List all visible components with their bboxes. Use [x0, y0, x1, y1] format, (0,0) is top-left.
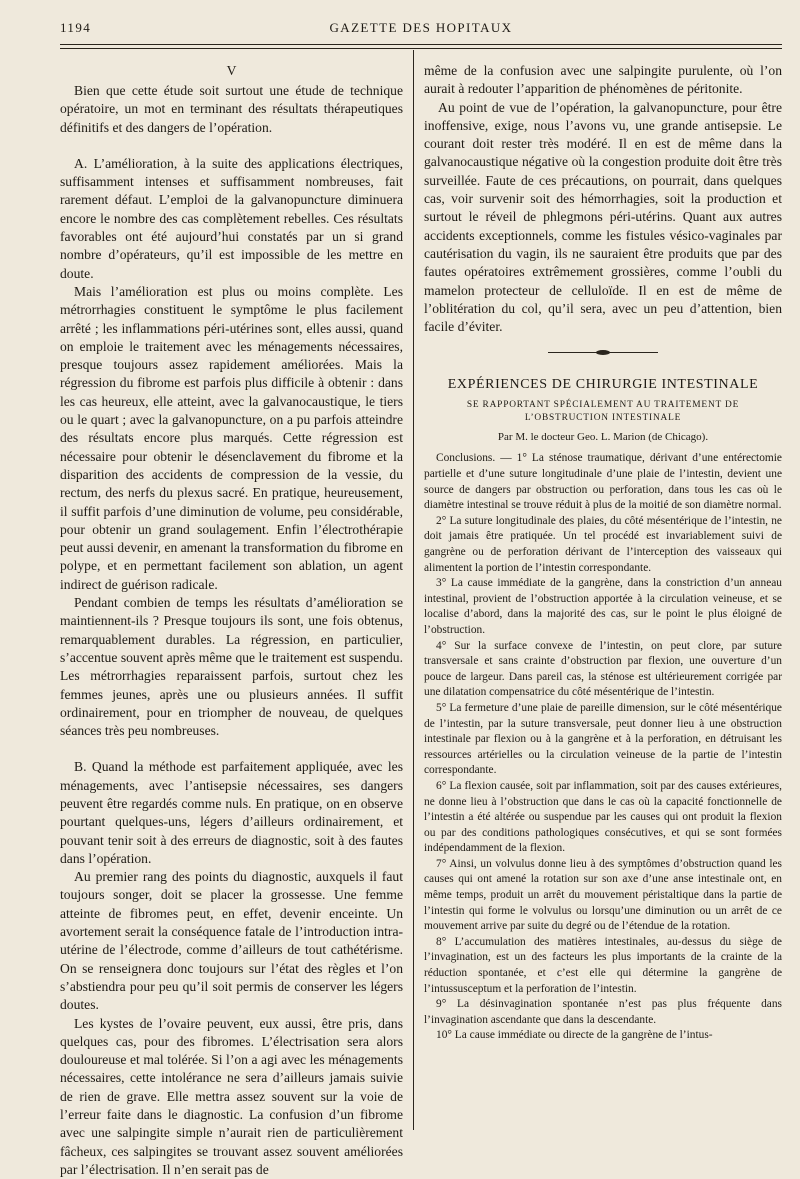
section-heading: V [226, 63, 237, 78]
paragraph: Les kystes de l’ovaire peuvent, eux aussi, être pris, dans quelques cas, pour des fibromes. L’électrisation sera alors douloureuse et mal tolérée. Si l’on a agi avec les ménagements nécessaires, cette intolérance ne sera d’ailleurs jamais suivie de rien de grave. Elle mettra assez souvent sur la voie de l’erreur faite dans le diagnostic. La confusion d’un fibrome avec une salpingite simple n’aurait rien de particulièrement fâcheux, ces salpingites se trouvant assez souvent améliorées par l’électrisation. Il n’en serait pas de [60, 1015, 403, 1177]
article-title: EXPÉRIENCES DE CHIRURGIE INTESTINALE [447, 377, 759, 393]
header-rule-top [60, 44, 782, 45]
article-subtitle: SE RAPPORTANT SPÉCIALEMENT AU TRAITEMENT DE L’OBSTRUCTION INTESTINALE [466, 400, 740, 424]
paragraph: Pendant combien de temps les résultats d’amélioration se maintiennent-ils ? Presque toujours ils sont, une fois obtenus, remarquablement durables. La régression, en particulier, s’accentue souvent après même que le traitement est suspendu. Les métrorrhagies reparaissent parfois, surtout chez les femmes jeunes, après une ou plusieurs années. Il suffit ordinairement, pour en triompher de nouveau, de quelques séances très peu nombreuses. [60, 595, 403, 739]
paragraph: même de la confusion avec une salpingite purulente, où l’on aurait à redouter l’apparition de phénomènes de péritonite. [424, 63, 782, 97]
paragraph: A. L’amélioration, à la suite des applications électriques, suffisamment intenses et suffisamment nombreuses, fait rarement défaut. L’emploi de la galvanopuncture diminuera encore le nombre des cas complètement rebelles. Ces résultats favorables ont été aujourd’hui constatés par un si grand nombre d’opérateurs, qu’il est impossible de les mettre en doute. [60, 155, 403, 281]
paragraph: Au premier rang des points du diagnostic, auxquels il faut toujours songer, doit se placer la grossesse. Une femme atteinte de fibromes peut, en effet, devenir enceinte. Un avortement serait la conséquence fatale de l’introduction intra-utérine de l’électrode, comme d’ailleurs de tout cathétérisme. On se renseignera donc toujours sur l’état des règles et l’on s’abstiendra pour peu qu’il soit permis de conserver les légers doutes. [60, 869, 403, 1013]
paragraph: Au point de vue de l’opération, la galvanopuncture, pour être inoffensive, exige, nous l’avons vu, une grande antisepsie. Le courant doit rester très modéré. Il en est de même dans la galvanocaustique négative où la congestion produite doit être très surveillée. Faute de ces précautions, on pourrait, dans quelques cas, voir survenir soit des hémorrhagies, soit la production et surtout le réveil de phlegmons péri-utérins. Quant aux autres accidents exceptionnels, comme les fistules vésico-vaginales par cautérisation du vagin, ils ne sauraient être produits que par des fautes opératoires extrêmement grossières, comme l’oubli du mamelon protecteur de celluloïde. Il en est de même de l’oblitération du col, qu’il sera, avec un peu d’attention, bien facile d’éviter. [424, 99, 782, 335]
article-paragraph: 9° La désinvagination spontanée n’est pas plus fréquente dans l’invagination ascendante que dans la descendante. [424, 998, 782, 1026]
article-paragraph: 7° Ainsi, un volvulus donne lieu à des symptômes d’obstruction quand les causes qui ont amené la rotation sur son axe d’une anse intestinale ont, en même temps, produit un arrêt du mouvement péristaltique dans la partie de l’intestin qui forme le volvulus ou lorsqu’une diminution ou un arrêt de ce mouvement arrive par suite du degré ou de l’étendue de la rotation. [424, 857, 782, 933]
page-number: 1194 [60, 20, 92, 35]
article-paragraph: Conclusions. — 1° La sténose traumatique, dérivant d’une entérectomie partielle et d’une suture longitudinale d’une plaie de l’intestin, devient une source de dangers par obstruction ou perforation, dans tous les cas où le diamètre intestinal se trouve réduit à plus de la moitié de son diamètre normal. [424, 452, 782, 512]
article-paragraph: 5° La fermeture d’une plaie de pareille dimension, sur le côté mésentérique de l’intestin, par la suture transversale, peut donner lieu à une obstruction intestinale par flexion ou à la gangrène et à la perforation, en détruisant les ressources artérielles ou la circulation veineuse de la partie de l’intestin correspondante. [424, 701, 782, 777]
article-paragraph: 6° La flexion causée, soit par inflammation, soit par des causes extérieures, ne donne lieu à l’obstruction que dans le cas où la capacité fonctionnelle de l’intestin a été altérée ou suspendue par les causes qui ont produit la flexion ou par des conditions pathologiques consécutives, et qui se sont formées indépendamment de la flexion. [424, 779, 782, 855]
left-column [60, 62, 403, 1177]
paragraph-gap [60, 740, 403, 758]
article-author: Par M. le docteur Geo. L. Marion (de Chicago). [497, 431, 709, 444]
paragraph-gap [60, 137, 403, 155]
article-paragraph: 10° La cause immédiate ou directe de la gangrène de l’intus- [436, 1029, 713, 1042]
header-rule-bottom [60, 48, 782, 49]
article-paragraph: 2° La suture longitudinale des plaies, du côté mésentérique de l’intestin, ne doit jamais être pratiquée. Un tel procédé est invariablement suivi de gangrène ou de perforation dérivant de l’interception des vaisseaux qui alimentent la portion de l’intestin correspondante. [424, 514, 782, 574]
article-paragraph: 4° Sur la surface convexe de l’intestin, on peut clore, par suture transversale et sans crainte d’obstruction par flexion, une ouverture d’un pouce de largeur. Dans pareil cas, la sténose est ultérieurement corrigée par une dilatation compensatrice du côté mésentérique de l’intestin. [424, 639, 782, 699]
page-header [60, 20, 782, 42]
paragraph: B. Quand la méthode est parfaitement appliquée, avec les ménagements, avec l’antisepsie nécessaires, ses dangers peuvent être regardés comme nuls. En pratique, on en observe pourtant quelques-uns, légers d’ailleurs ordinairement, et pouvant tenir soit à des erreurs de diagnostic, soit à des fautes dans l’opération. [60, 759, 403, 866]
paragraph: Bien que cette étude soit surtout une étude de technique opératoire, un mot en terminant des résultats thérapeutiques définitifs et des dangers de l’opération. [60, 83, 403, 135]
ornamental-divider [548, 352, 658, 353]
article-paragraph: 8° L’accumulation des matières intestinales, au-dessus du siège de l’invagination, est un des facteurs les plus importants de la crainte de la réduction spontanée, et c’est elle qui détermine la gangrène de l’intussusceptum et la perforation de l’intestin. [424, 935, 782, 995]
right-column [424, 62, 782, 1127]
paragraph: Mais l’amélioration est plus ou moins complète. Les métrorrhagies constituent le symptôme le plus facilement arrêté ; les inflammations péri-utérines sont, elles aussi, quand on emploie le traitement avec les ménagements nécessaires, presque toujours assez rapidement améliorées. Mais la régression du fibrome est parfois plus difficile à obtenir : dans les cas heureux, elle atteint, avec la galvanocaustique, le tiers ou le quart ; avec la galvanopuncture, on a pu parfois atteindre des résultats encore plus marqués. Cette régression est nécessaire pour obtenir le désenclavement du fibrome et la disparition des accidents de compression de la vessie, du rectum, des nerfs du plexus sacré. En pratique, heureusement, il suffit parfois d’une diminution de volume, peu considérable, pour obtenir un grand soulagement. Enfin l’électrothérapie peut aussi devenir, en amenant la transformation du fibrome en polype, et en permettant facilement son ablation, un agent indirect de guérison radicale. [60, 283, 403, 592]
column-divider [413, 50, 414, 1130]
journal-title: GAZETTE DES HOPITAUX [329, 20, 513, 35]
article-paragraph: 3° La cause immédiate de la gangrène, dans la constriction d’un anneau intestinal, provient de l’obstruction apportée à la circulation veineuse, et se localise d’abord, dans la majorité des cas, sur le point le plus éloigné de l’obstruction. [424, 577, 782, 636]
